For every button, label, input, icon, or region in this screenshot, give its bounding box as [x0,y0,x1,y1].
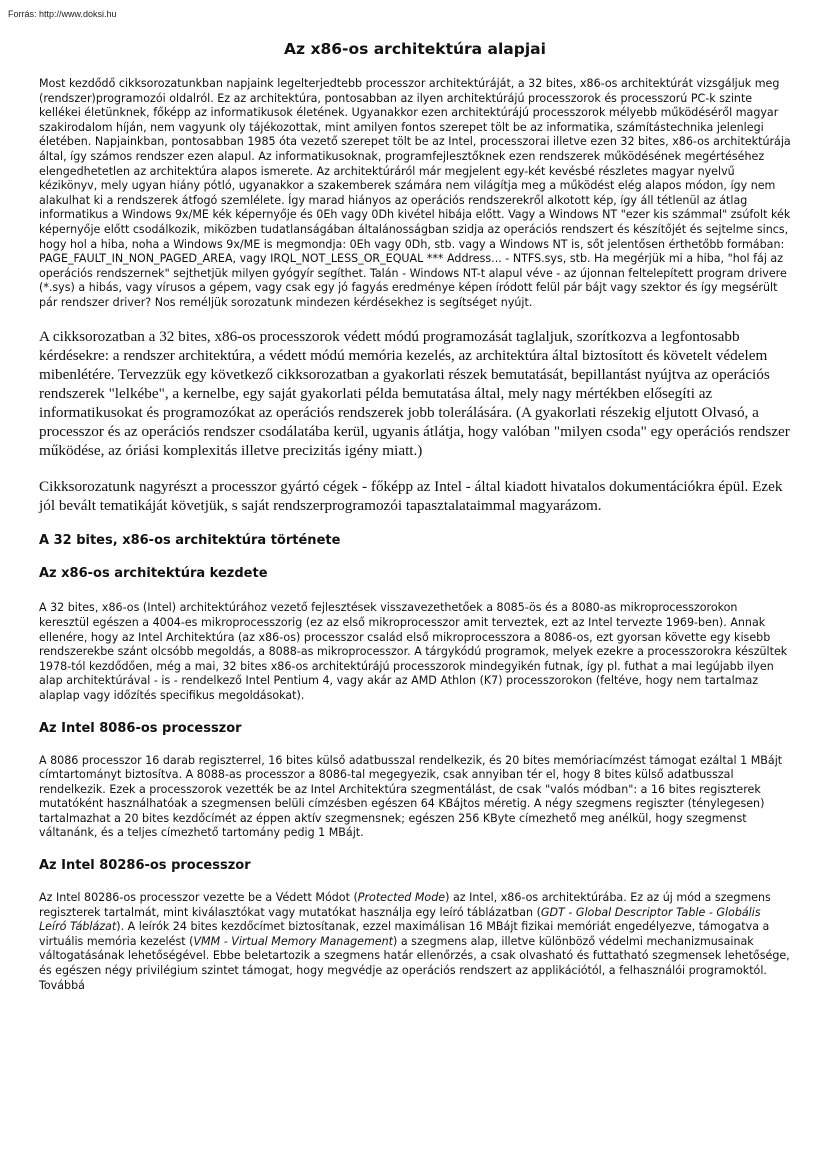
beginning-paragraph: A 32 bites, x86-os (Intel) architektúrához vezető fejlesztések visszavezethetőek a 8085-ös és a 8080-as mikroprocesszorokon keresztül egészen a 4004-es mikroprocesszorig (ez az első mikroprocesszor amit terveztek, ezt az Intel tervezte 1969-ben). Annak ellenére, hogy az Intel Architektúra (az x86-os) processzor család első mikroprocesszora a 8086-os, ezt gyorsan követte egy kisebb rendszerekbe szánt olcsóbb megoldás, a 8088-as mikroprocesszor. A tárgykódú programok, melyek ezekre a processzorokra készültek 1978-tól kezdődően, még a mai, 32 bites x86-os architektúrájú processzorok mindegyikén futnak, így pl. futhat a mai legújabb ilyen alap architektúrával - is - rendelkező Intel Pentium 4, vagy akár az AMD Athlon (K7) processzorokon (feltéve, hogy nem tartalmaz alaplap vagy időzítés specifikus megoldásokat). [39,601,788,702]
document-title: Az x86-os architektúra alapjai [284,40,546,58]
source-line: Forrás: http://www.doksi.hu [8,9,117,19]
i80286-text-2: ) az Intel, x86-os architektúrába. Ez az új mód a szegmens regiszterek tartalmát, mint kiválasztókat vagy mutatókat használja egy leíró táblázatban ( [39,891,771,919]
i80286-text-1: Az Intel 80286-os processzor vezette be a Védett Módot ( [39,891,358,905]
intro-paragraph: Most kezdődő cikksorozatunkban napjaink legelterjedtebb processzor architektúráját, a 32 bites, x86-os architektúrát vizsgáljuk meg (rendszer)programozói oldalról. Ez az architektúra, pontosabban az ilyen architektúrájú processzorok és processzorú PC-k szinte kellékei életünknek, főképp az informatikusok életének. Ugyanakkor ezen architektúrájú processzorok mélyebb működéséről magyar szakirodalom híján, nem vagyunk oly tájékozottak, mint amilyen fontos szerepet tölt be az informatika, számítástechnika jelenlegi életében. Napjainkban, pontosabban 1985 óta vezető szerepet tölt be az Intel, processzorai illetve ezen 32 bites, x86-os architektúrája által, így számos rendszer ezen alapul. Az informatikusoknak, programfejlesztőknek ezen rendszerek működésének megértéséhez elengedhetetlen az architektúra alapos ismerete. Az architektúráról már megjelent egy-két kevésbé részletes magyar nyelvű kézikönyv, mely ugyan hiány pótló, ugyanakkor a szakemberek számára nem világítja meg a működést elég alapos módon, így nem alakulhat ki a rendszerek átfogó szemlélete. Így marad hiányos az operációs rendszerekről alkotott kép, így áll tétlenül az átlag informatikus a Windows 9x/ME kék képernyője és 0Eh vagy 0Dh kivétel hibája előtt. Vagy a Windows NT "ezer kis számmal" zsúfolt kék képernyője előtt csodálkozik, miközben tudatlanságában általánosságban szidja az operációs rendszert és készítőjét és sejtelme sincs, hogy hol a hiba, noha a Windows 9x/ME is megmondja: 0Eh vagy 0Dh, stb. vagy a Windows NT is, sőt jelentősen érthetőbb formában: PAGE_FAULT_IN_NON_PAGED_AREA, vagy IRQL_NOT_LESS_OR_EQUAL *** Address... - NTFS.sys, stb. Ha megérjük mi a hiba, "hol fáj az operációs rendszernek" sejthetjük milyen gyógyír segíthet. Talán - Windows NT-t alapul véve - az újonnan feltelepített program drivere (*.sys) a hibás, vagy vírusos a gépem, vagy csak egy jó fagyás eredménye képen íródott felül pár bájt vagy szektor és így megsérült pár rendszer driver? Nos reméljük sorozatunk mindezen kérdésekhez is segítséget nyújt. [39,77,791,309]
i80286-paragraph [39,891,791,993]
i80286-italic-protected-mode: Protected Mode [357,891,446,905]
i8086-paragraph: A 8086 processzor 16 darab regiszterrel, 16 bites külső adatbusszal rendelkezik, és 20 bites memóriacímzést támogat ezáltal 1 MBájt címtartományt biztosítva. A 8088-as processzor a 8086-tal megegyezik, csak annyiban tér el, hogy 8 bites külső adatbusszal rendelkezik. Ezek a processzorok vezették be az Intel Architektúra szegmentálást, de csak "valós módban": a 16 bites regiszterek mutatóként használhatóak a szegmensen belüli címzésben egészen 64 KBájtos méretig. A négy szegmens regiszter (ténylegesen) tartalmazhat a 20 bites kezdőcímét az éppen aktív szegmensnek; egészen 256 KByte címezhető meg anélkül, hogy szegmenst váltanánk, és a teljes címezhető tartomány pedig 1 MBájt. [39,753,783,840]
series-overview-paragraph: A cikksorozatban a 32 bites, x86-os processzorok védett módú programozását taglaljuk, szorítkozva a legfontosabb kérdésekre: a rendszer architektúra, a védett módú memória kezelés, az architektúra által biztosított és követelt védelem mibenlétére. Tervezzük egy következő cikksorozatban a gyakorlati részek bemutatását, bepillantást nyújtva az operációs rendszerek "lelkébe", a kernelbe, egy saját gyakorlati példa bemutatása által, mely nagy mértékben elősegíti az informatikusokat és programozókat az operációs rendszerek jobb tolerálására. (A gyakorlati részekig eljutott Olvasó, a processzor és az operációs rendszer csodálatába kerül, ugyanis átlátja, hogy valóban "milyen csoda" egy operációs rendszer működése, az óriási komplexitás illetve precizitás igény miatt.) [39,327,790,460]
i80286-text-3: ). A leírók 24 bites kezdőcímet biztosítanak, ezzel maximálisan 16 MBájt fizikai memóriát engedélyezve, támogatva a virtuális memória kezelést ( [39,920,770,948]
section-heading-history: A 32 bites, x86-os architektúra története [39,533,341,549]
section-heading-80286: Az Intel 80286-os processzor [39,858,251,874]
series-sources-paragraph: Cikksorozatunk nagyrészt a processzor gyártó cégek - főképp az Intel - által kiadott hivatalos dokumentációkra épül. Ezek jól bevált tematikáját követjük, s saját rendszerprogramozói tapasztalataimmal magyarázom. [39,478,783,515]
i80286-text-4: ) a szegmens alap, illetve különböző védelmi mechanizmusainak váltogatásának lehetőségével. Ebbe beletartozik a szegmens határ ellenőrzés, a csak olvasható és futtatható szegmensek lehetősége, és egészen négy privilégium szintet támogat, hogy megvédje az operációs rendszert az applikációtól, a felhasználói programoktól. Továbbá [39,934,790,992]
document-body [39,0,791,993]
section-heading-beginning: Az x86-os architektúra kezdete [39,566,268,582]
i80286-italic-vmm: VMM - Virtual Memory Management [193,934,393,948]
section-heading-8086: Az Intel 8086-os processzor [39,720,242,736]
i80286-italic-gdt: GDT - Global Descriptor Table - Globális Leíró Táblázat [39,905,761,934]
